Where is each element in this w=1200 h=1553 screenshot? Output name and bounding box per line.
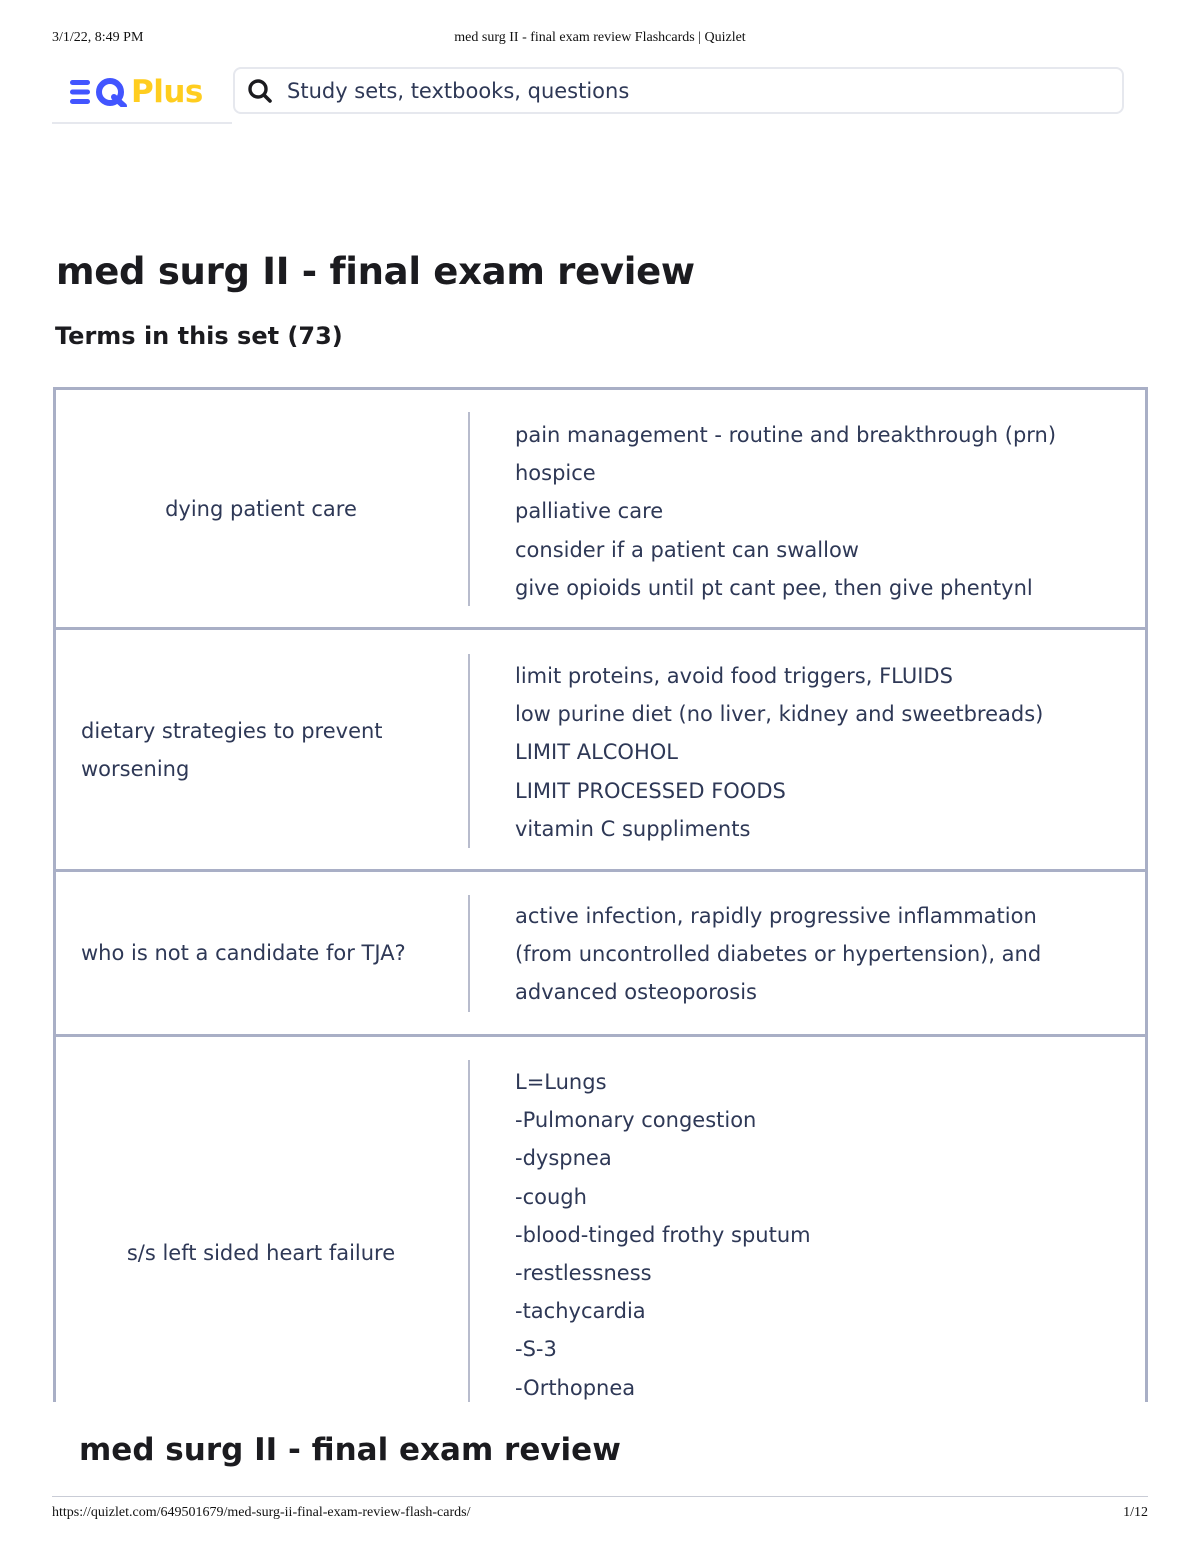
card-definition-line: pain management - routine and breakthrough (prn) [515, 423, 1057, 447]
top-bar [52, 66, 1124, 126]
card-divider [468, 654, 470, 848]
card-definition-line: -Orthopnea [515, 1375, 636, 1400]
card-definition-line: -Pulmonary congestion [515, 1108, 757, 1133]
card-definition [515, 1063, 1125, 1402]
print-doc-title: med surg II - final exam review Flashcards | Quizlet [454, 30, 746, 45]
card-term-line: who is not a candidate for TJA? [81, 941, 406, 965]
card-term-line: dying patient care [165, 496, 357, 521]
card-definition-line: active infection, rapidly progressive inflammation [515, 904, 1037, 928]
card-definition-line: consider if a patient can swallow [515, 537, 859, 562]
search-bar[interactable] [233, 67, 1124, 114]
card-definition-line: (from uncontrolled diabetes or hypertension), and [515, 942, 1042, 967]
card-definition-line: hospice [515, 461, 596, 486]
card-definition-line: limit proteins, avoid food triggers, FLUIDS [515, 664, 953, 688]
search-input[interactable] [287, 79, 1087, 103]
card-definition-line: LIMIT PROCESSED FOODS [515, 778, 786, 803]
card-definition-line: low purine diet (no liver, kidney and sweetbreads) [515, 702, 1044, 727]
card-definition-line: give opioids until pt cant pee, then give phentynl [515, 575, 1033, 600]
card-definition-line: advanced osteoporosis [515, 980, 757, 1005]
flashcard-row [53, 869, 1148, 1037]
print-url: https://quizlet.com/649501679/med-surg-ii-final-exam-review-flash-cards/ [52, 1505, 471, 1520]
repeat-set-title: med surg II - final exam review [79, 1432, 621, 1468]
logo[interactable] [70, 72, 203, 112]
card-term [81, 872, 441, 1034]
print-datetime: 3/1/22, 8:49 PM [52, 30, 144, 45]
logo-underline [52, 122, 232, 124]
flashcard-row [53, 627, 1148, 872]
flashcard-row [53, 1034, 1148, 1402]
logo-mark-icon [70, 77, 128, 107]
card-divider [468, 895, 470, 1012]
card-term-line: worsening [81, 756, 190, 781]
card-definition-line: -dyspnea [515, 1146, 612, 1171]
terms-heading: Terms in this set (73) [55, 322, 343, 350]
card-definition [515, 657, 1125, 848]
card-definition-line: -cough [515, 1184, 587, 1209]
card-definition-line: vitamin C suppliments [515, 816, 751, 841]
flashcard-table [53, 387, 1148, 1402]
card-term-line: s/s left sided heart failure [126, 1241, 396, 1265]
card-definition-line: -S-3 [515, 1337, 557, 1362]
card-term-line: dietary strategies to prevent [81, 718, 383, 743]
card-definition-line: -blood-tinged frothy sputum [515, 1222, 811, 1247]
card-term [81, 1037, 441, 1402]
print-footer [52, 1505, 1148, 1525]
print-page-number: 1/12 [1123, 1505, 1148, 1520]
card-definition [515, 897, 1125, 1012]
card-definition-line: palliative care [515, 499, 664, 524]
card-definition-line: -tachycardia [515, 1299, 646, 1324]
search-icon [247, 78, 273, 104]
card-term [81, 630, 441, 869]
card-divider [468, 412, 470, 606]
card-definition-line: LIMIT ALCOHOL [515, 740, 678, 765]
page-title: med surg II - final exam review [56, 250, 695, 293]
card-divider [468, 1060, 470, 1402]
card-definition-line: -restlessness [515, 1261, 652, 1286]
card-definition-line: L=Lungs [515, 1070, 607, 1094]
flashcard-row [53, 387, 1148, 630]
print-header [52, 30, 1148, 50]
card-definition [515, 416, 1125, 607]
logo-plus-text: Plus [131, 74, 203, 110]
footer-divider [52, 1496, 1148, 1497]
card-term [81, 390, 441, 627]
